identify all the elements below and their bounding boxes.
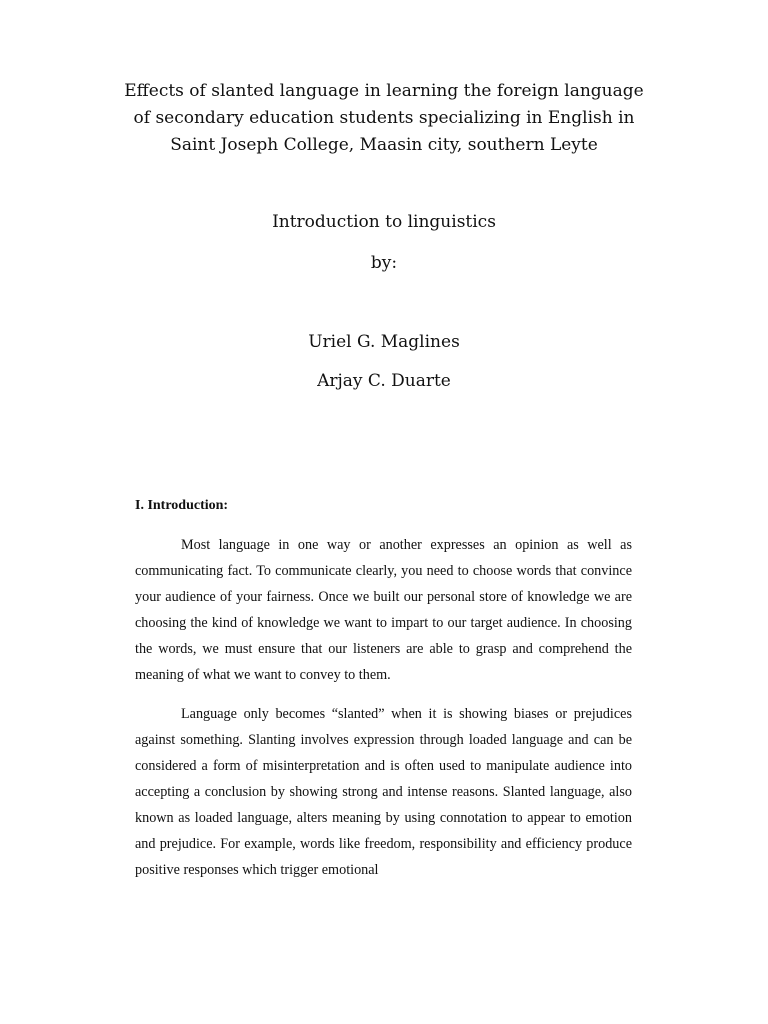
title-line: of secondary education students specializing in English in <box>133 108 635 128</box>
title-line: Saint Joseph College, Maasin city, southern Leyte <box>170 135 598 155</box>
author-name: Uriel G. Maglines <box>308 332 460 352</box>
document-title <box>100 78 668 159</box>
course-name: Introduction to linguistics <box>272 212 496 232</box>
section-heading: I. Introduction: <box>135 498 229 513</box>
title-line: Effects of slanted language in learning the foreign language <box>124 81 644 101</box>
author-name: Arjay C. Duarte <box>317 371 451 391</box>
body-paragraph: Language only becomes “slanted” when it is showing biases or prejudices against something. Slanting involves expression through loaded language and can be considered a form of misinterpretation and is often used to manipulate audience into accepting a conclusion by showing strong and intense reasons. Slanted language, also known as loaded language, alters meaning by using connotation to appear to emotion and prejudice. For example, words like freedom, responsibility and efficiency produce positive responses which trigger emotional <box>135 706 632 878</box>
body-paragraph: Most language in one way or another expresses an opinion as well as communicating fact. To communicate clearly, you need to choose words that convince your audience of your fairness. Once we built our personal store of knowledge we are choosing the kind of knowledge we want to impart to our target audience. In choosing the words, we must ensure that our listeners are able to grasp and comprehend the meaning of what we want to convey to them. <box>135 537 632 683</box>
by-label: by: <box>370 253 398 273</box>
